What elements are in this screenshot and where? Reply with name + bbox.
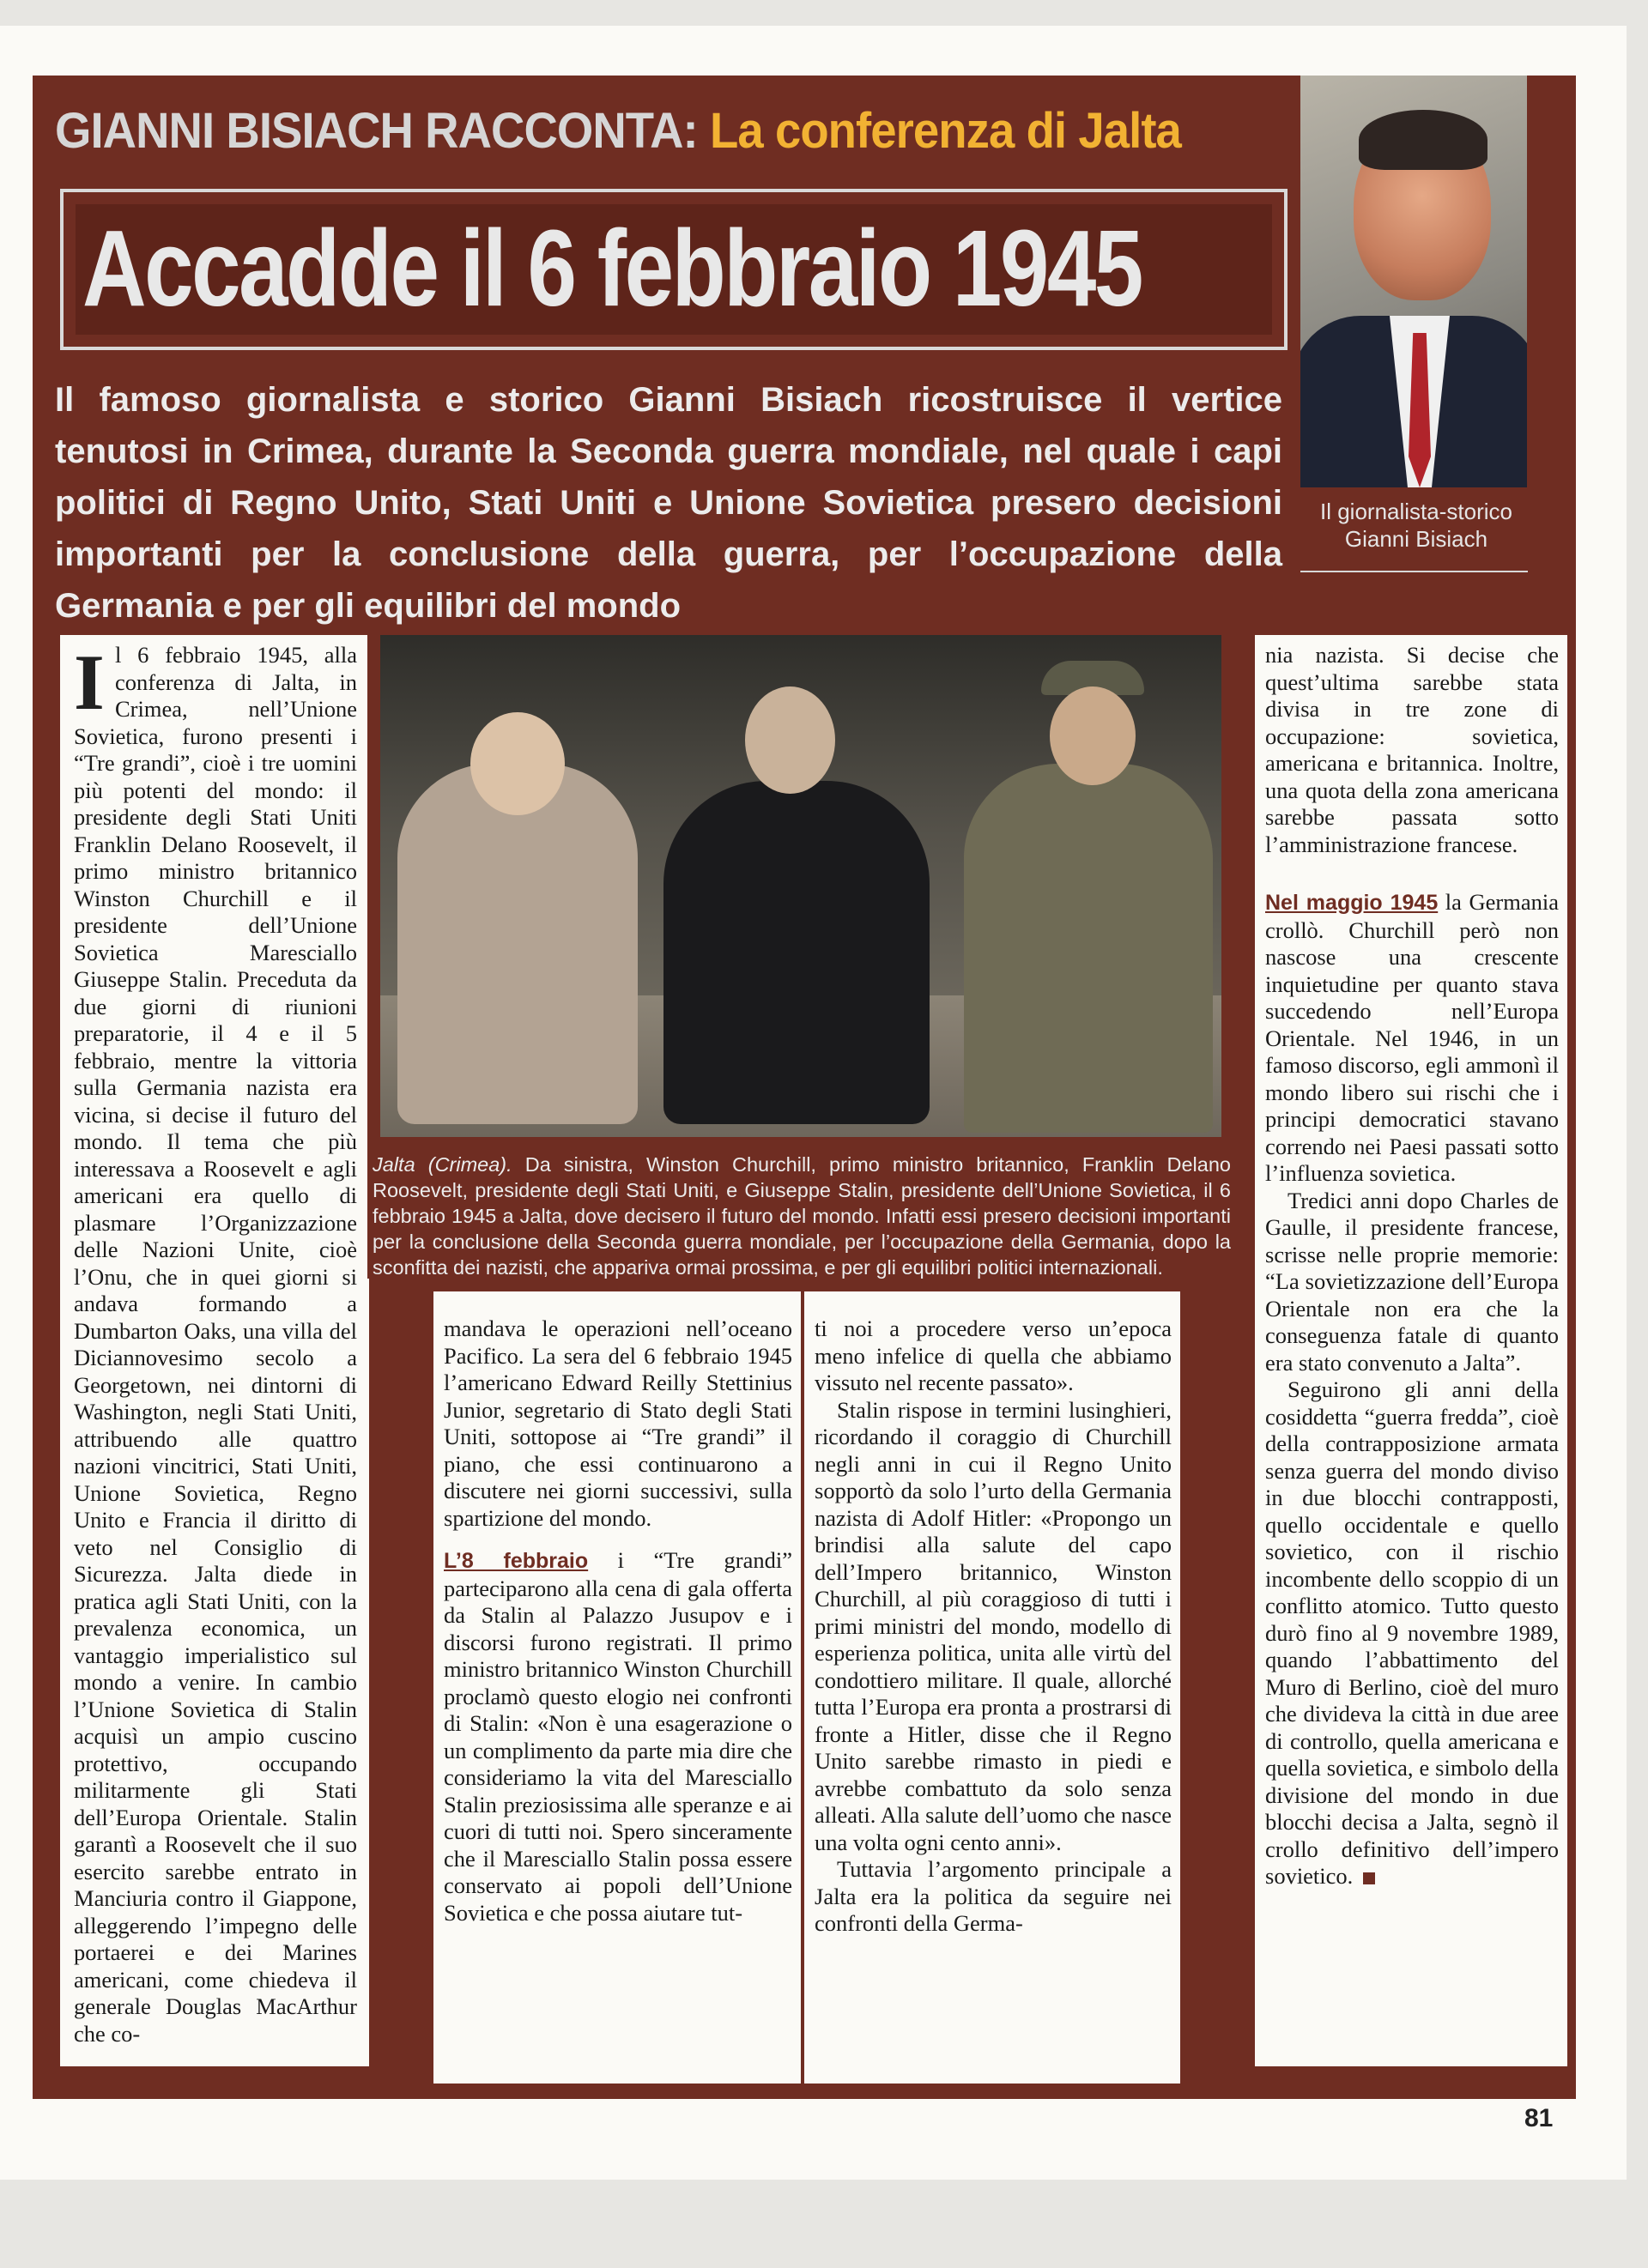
column-4-paragraph-1: nia nazista. Si decise che quest’ultima sarebbe stata divisa in tre zone di occupazione: sovietica, americana e britannica. Inoltre, una quota della zona americana sarebbe passata sotto l’amministrazione francese.	[1265, 642, 1559, 857]
portrait-caption	[1300, 498, 1532, 553]
column-1-text: l 6 febbraio 1945, alla conferenza di Jalta, in Crimea, nell’Unione Sovietica, furono presenti i “Tre grandi”, cioè i tre uomini più potenti del mondo: il presidente degli Stati Uniti Franklin Delano Roosevelt, il primo ministro britannico Winston Churchill e il presidente dell’Unione Sovietica Maresciallo Giuseppe Stalin. Preceduta da due giorni di riunioni preparatorie, il 4 e il 5 febbraio, mentre la vittoria sulla Germania nazista era vicina, si decise il futuro del mondo. Il tema che più interessava a Roosevelt e agli americani era quello di plasmare l’Organizzazione delle Nazioni Unite, cioè l’Onu, che in quei giorni si andava formando a Dumbarton Oaks, una villa del Diciannovesimo secolo a Georgetown, nei dintorni di Washington, negli Stati Uniti, attribuendo alle quattro nazioni vincitrici, Stati Uniti, Unione Sovietica, Regno Unito e Francia il diritto di veto nel Consiglio di Sicurezza. Jalta diede in pratica agli Stati Uniti, con la prevalenza economica, un vantaggio imperialistico sul mondo a venire. In cambio l’Unione Sovietica di Stalin acquisì un ampio cuscino protettivo, occupando militarmente gli Stati dell’Europa Orientale. Stalin garantì a Roosevelt che il suo esercito sarebbe entrato in Manciuria contro il Giappone, alleggerendo l’impegno delle portaerei e dei Marines americani, come chiedeva il generale Douglas MacArthur che co-	[74, 642, 357, 2047]
headline: Accadde il 6 febbraio 1945	[82, 208, 1142, 329]
photo-caption	[373, 1152, 1231, 1280]
caption-rule	[1300, 571, 1528, 572]
kicker	[55, 96, 1181, 166]
page-number: 81	[1524, 2104, 1554, 2132]
column-4-paragraph-3: Tredici anni dopo Charles de Gaulle, il presidente francese, scrisse nelle proprie memorie: “La sovietizzazione dell’Europa Orientale non era che la conseguenza fatale di quanto era stato convenuto a Jalta”.	[1265, 1187, 1559, 1376]
photo-caption-place: Jalta (Crimea).	[373, 1153, 512, 1176]
column-3-paragraph-3: Tuttavia l’argomento principale a Jalta era la politica da seguire nei confronti della Germa-	[815, 1856, 1172, 1936]
churchill-head	[470, 712, 565, 815]
roosevelt-head	[745, 686, 835, 794]
roosevelt-figure	[663, 781, 930, 1124]
kicker-topic: La conferenza di Jalta	[709, 103, 1181, 159]
column-2-paragraph-2: i “Tre grandi” parteciparono alla cena di gala offerta da Stalin al Palazzo Jusupov e i discorsi furono registrati. Il primo ministro britannico Winston Churchill proclamò questo elogio nei confronti di Stalin: «Non è una esagerazione o un complimento da parte mia dire che consideriamo la vita del Maresciallo Stalin preziosissima alle speranze e ai cuori di tutti noi. Spero sinceramente che il Maresciallo Stalin possa essere conservato ai popoli dell’Unione Sovietica e che possa aiutare tut-	[444, 1547, 792, 1926]
yalta-photo	[380, 635, 1221, 1137]
column-4-paragraph-2: la Germania crollò. Churchill però non nascose una crescente inquietudine per quanto stava succedendo nell’Europa Orientale. Nel 1946, in un famoso discorso, egli ammonì il mondo libero sui rischi che i principi democratici stavano correndo nei Paesi passati sotto l’influenza sovietica.	[1265, 889, 1559, 1186]
column-2-paragraph-1: mandava le operazioni nell’oceano Pacifico. La sera del 6 febbraio 1945 l’americano Edward Reilly Stettinius Junior, segretario di Stato degli Stati Uniti, sottopose ai “Tre grandi” il piano, che essi continuarono a discutere nei giorni successivi, sulla spartizione del mondo.	[444, 1315, 792, 1531]
drop-cap: I	[74, 638, 105, 726]
stalin-head	[1050, 686, 1136, 785]
kicker-author: GIANNI BISIACH RACCONTA:	[55, 103, 698, 159]
portrait-caption-role: Il giornalista-storico	[1320, 499, 1512, 524]
stalin-figure	[964, 764, 1213, 1133]
end-mark-icon	[1363, 1872, 1375, 1884]
portrait-photo	[1300, 76, 1527, 487]
portrait-caption-name: Gianni Bisiach	[1344, 526, 1488, 552]
column-3-paragraph-2: Stalin rispose in termini lusinghieri, ricordando il coraggio di Churchill negli anni in cui il Regno Unito sopportò da solo l’urto della Germania nazista di Adolf Hitler: «Propongo un brindisi alla salute del capo dell’Impero britannico, Winston Churchill, al più coraggioso di tutti i primi ministri del mondo, modello di esperienza politica, unita alle virtù del condottiero militare. Il quale, allorché tutta l’Europa era pronta a prostrarsi di fronte a Hitler, disse che il Regno Unito sarebbe rimasto in piedi e avrebbe combattuto da solo senza alleati. Alla salute dell’uomo che nasce una volta ogni cento anni».	[815, 1396, 1172, 1855]
deck: Il famoso giornalista e storico Gianni Bisiach ricostruisce il vertice tenutosi in Crimea, durante la Seconda guerra mondiale, nel quale i capi politici di Regno Unito, Stati Uniti e Unione Sovietica presero decisioni importanti per la conclusione della guerra, per l’occupazione della Germania e per gli equilibri del mondo	[55, 381, 1282, 625]
column-4-paragraph-4: Seguirono gli anni della cosiddetta “guerra fredda”, cioè della contrapposizione armata senza guerra del mondo diviso in due blocchi contrapposti, quello occidentale e quello sovietico, con il rischio incombente dello scoppio di un conflitto atomico. Tutto questo durò fino al 9 novembre 1989, quando l’abbattimento del Muro di Berlino, cioè del muro che divideva la città in due aree di controllo, quella americana e quella sovietica, e simbolo della divisione del mondo in due blocchi decisa a Jalta, segnò il crollo definitivo dell’impero sovietico.	[1265, 1376, 1559, 1889]
photo-caption-text: Da sinistra, Winston Churchill, primo ministro britannico, Franklin Delano Roosevelt, presidente degli Stati Uniti, e Giuseppe Stalin, presidente dell’Unione Sovietica, il 6 febbraio 1945 a Jalta, dove decisero il futuro del mondo. Infatti essi presero decisioni importanti per la conclusione della Seconda guerra mondiale, per l’occupazione della Germania, dopo la sconfitta dei nazisti, che appariva ormai prossima, e per gli equilibri politici internazionali.	[373, 1153, 1231, 1279]
article-column-1	[60, 635, 369, 2066]
article-column-2	[433, 1291, 801, 2084]
column-2-lead: L’8 febbraio	[444, 1549, 589, 1573]
column-3-paragraph-1: ti noi a procedere verso un’epoca meno infelice di quella che abbiamo vissuto nel recente passato».	[815, 1315, 1172, 1395]
churchill-figure	[397, 764, 638, 1124]
article-column-4	[1255, 635, 1567, 2066]
column-4-lead: Nel maggio 1945	[1265, 891, 1439, 915]
article-column-3	[804, 1291, 1180, 2084]
